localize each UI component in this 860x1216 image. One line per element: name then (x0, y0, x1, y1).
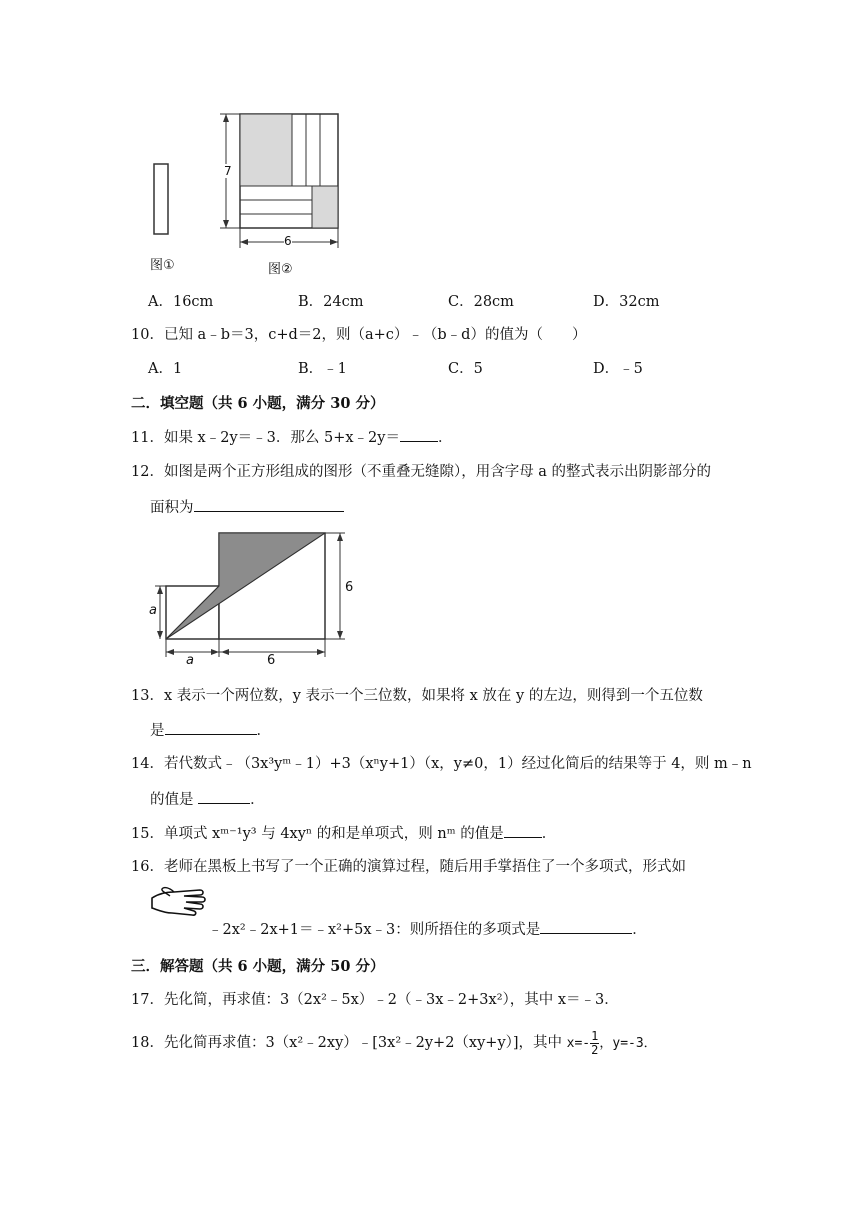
question-15-text: 15．单项式 xᵐ⁻¹y³ 与 4xyⁿ 的和是单项式，则 nᵐ 的值是 (131, 826, 504, 842)
question-10: 10．已知 a﹣b＝3，c+d＝2，则（a+c）﹣（b﹣d）的值为（ ） (131, 327, 587, 343)
question-18-text: 18．先化简再求值：3（x²﹣2xy）﹣[3x²﹣2y+2（xy+y）]，其中 (131, 1035, 563, 1051)
question-11: 11．如果 x﹣2y＝﹣3．那么 5+x﹣2y＝ ． (131, 427, 452, 448)
question-13-line1: 13．x 表示一个两位数，y 表示一个三位数，如果将 x 放在 y 的左边，则得到一个五位数 (131, 688, 703, 704)
question-12-line2-text: 面积为 (150, 500, 194, 516)
question-17: 17．先化简，再求值：3（2x²﹣5x）﹣2（﹣3x﹣2+3x²），其中 x＝﹣3． (131, 992, 619, 1008)
q10-option-a: A．1 (148, 361, 183, 377)
answer-blank-14 (198, 789, 250, 804)
question-12-line1: 12．如图是两个正方形组成的图形（不重叠无缝隙），用含字母 a 的整式表示出阴影部分的 (131, 464, 712, 480)
question-16-line1: 16．老师在黑板上书写了一个正确的演算过程，随后用手掌捂住了一个多项式，形式如 (131, 859, 686, 875)
dim-height-label: 7 (224, 164, 232, 178)
q10-option-b: B．﹣1 (298, 361, 347, 377)
two-squares-figure (145, 525, 360, 670)
question-15: 15．单项式 xᵐ⁻¹y³ 与 4xyⁿ 的和是单项式，则 nᵐ 的值是 ． (131, 823, 556, 844)
label-a-side: a (149, 603, 157, 618)
q10-option-c: C．5 (448, 361, 483, 377)
q9-option-c: C．28cm (448, 294, 514, 310)
answer-blank-11 (400, 427, 438, 442)
fraction: $\frac{1}{2}$ (591, 1029, 599, 1057)
figure-q12 (145, 525, 360, 670)
figure-q9 (140, 108, 360, 278)
section-2-heading: 二．填空题（共 6 小题，满分 30 分） (131, 395, 385, 412)
question-18 (131, 1030, 657, 1057)
answer-blank-13 (165, 720, 257, 735)
q9-option-a: A．16cm (148, 294, 214, 310)
answer-blank-12 (194, 497, 344, 512)
question-16-line2-text: ﹣2x²﹣2x+1＝﹣x²+5x﹣3：则所捂住的多项式是 (208, 922, 541, 938)
label-6-side: 6 (345, 580, 354, 595)
question-14-line2: 的值是 ． (150, 789, 265, 810)
x-value: x=- $\frac{1}{2}$ ，y=-3． (566, 1029, 657, 1057)
figure-1-label: 图① (150, 258, 175, 273)
hand-icon (150, 884, 208, 918)
question-13-line2: 是 ． (150, 720, 271, 741)
question-12-line2 (150, 497, 344, 518)
section-3-heading: 三．解答题（共 6 小题，满分 50 分） (131, 958, 385, 975)
label-a-bottom: a (186, 653, 194, 668)
question-16-line2: ﹣2x²﹣2x+1＝﹣x²+5x﹣3：则所捂住的多项式是 ． (208, 919, 647, 940)
dim-width-label: 6 (284, 234, 292, 248)
q9-option-b: B．24cm (298, 294, 364, 310)
q10-option-d: D．﹣5 (593, 361, 643, 377)
answer-blank-15 (504, 823, 542, 838)
question-13-line2-text: 是 (150, 723, 165, 739)
q9-option-d: D．32cm (593, 294, 660, 310)
question-11-text: 11．如果 x﹣2y＝﹣3．那么 5+x﹣2y＝ (131, 430, 400, 446)
question-14-line1: 14．若代数式﹣（3x³yᵐ﹣1）+3（xⁿy+1）（x，y≠0，1）经过化简后的结果等于 4，则 m﹣n (131, 756, 752, 772)
figure-2-label: 图② (268, 262, 293, 277)
rectangle-figures (140, 108, 360, 278)
answer-blank-16 (540, 919, 632, 934)
label-6-bottom: 6 (267, 653, 276, 668)
question-14-line2-text: 的值是 (150, 792, 194, 808)
